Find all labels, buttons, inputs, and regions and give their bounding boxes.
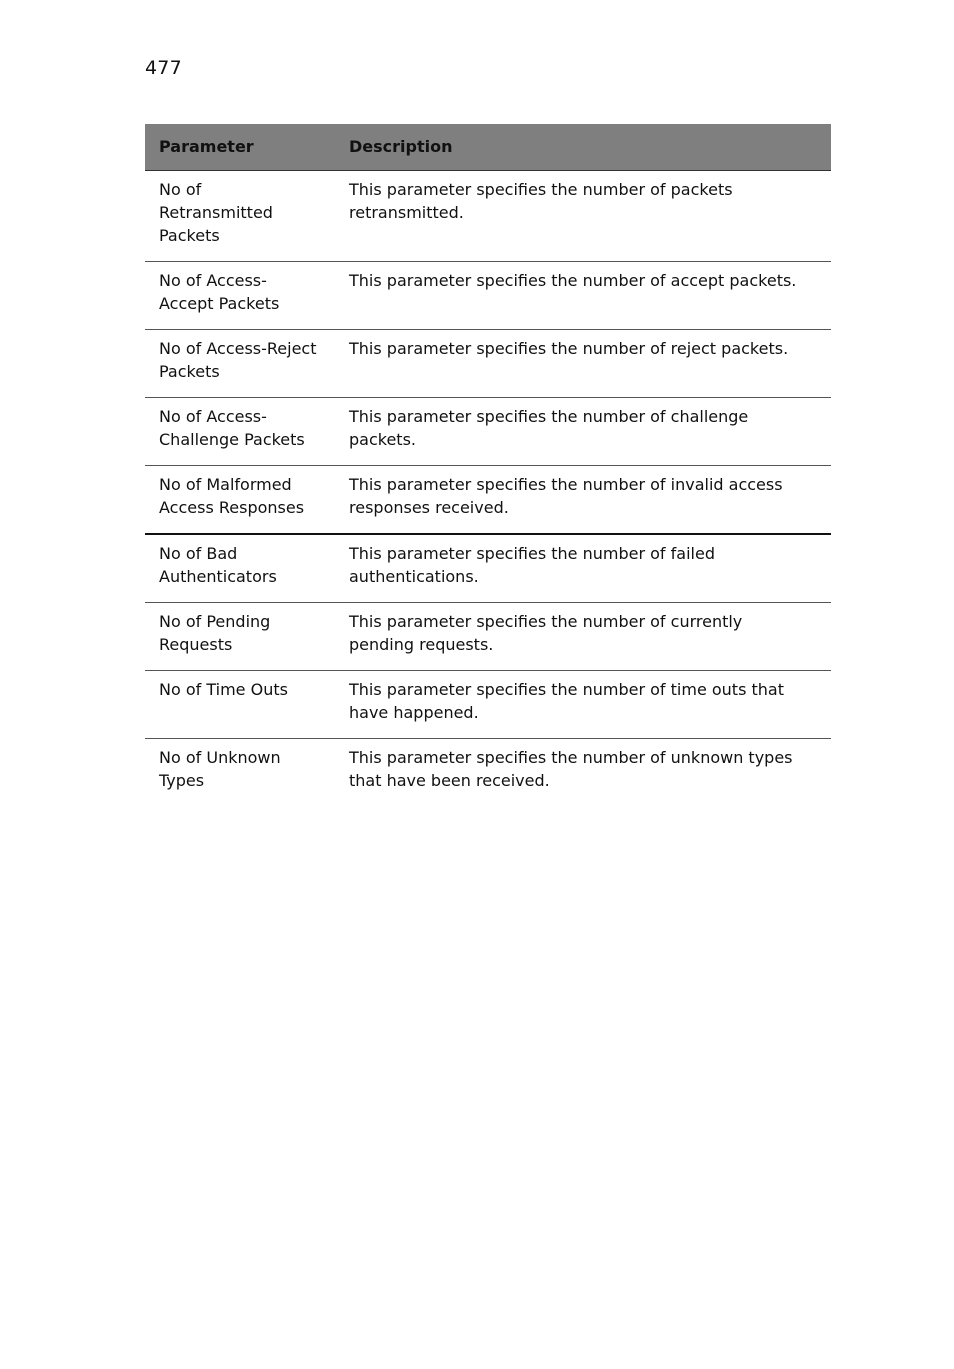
description-cell: This parameter specifies the number of invalid access responses received. <box>335 465 831 534</box>
description-cell: This parameter specifies the number of challenge packets. <box>335 397 831 465</box>
parameter-cell: No of Unknown Types <box>159 747 281 790</box>
table-row <box>145 670 831 738</box>
parameter-cell: No of Retransmitted Packets <box>145 170 335 261</box>
parameter-cell: No of Bad Authenticators <box>145 534 335 603</box>
parameter-cell: No of Access-Reject Packets <box>145 329 335 397</box>
table-row <box>145 397 831 465</box>
parameter-cell: No of Malformed Access Responses <box>145 465 335 534</box>
table-row <box>145 738 831 806</box>
table-row <box>145 170 831 261</box>
table-row <box>145 465 831 534</box>
description-cell: This parameter specifies the number of failed authentications. <box>335 534 831 603</box>
parameter-cell: No of Time Outs <box>145 670 335 738</box>
table-header-row <box>145 124 831 170</box>
table-row <box>145 602 831 670</box>
description-cell: This parameter specifies the number of accept packets. <box>335 261 831 329</box>
description-cell: This parameter specifies the number of unknown types that have been received. <box>349 747 793 790</box>
parameter-table <box>145 124 831 806</box>
parameter-cell: No of Pending Requests <box>145 602 335 670</box>
description-cell: This parameter specifies the number of packets retransmitted. <box>335 170 831 261</box>
page-number: 477 <box>145 57 182 79</box>
column-header-parameter: Parameter <box>145 124 335 170</box>
table-row <box>145 329 831 397</box>
description-cell: This parameter specifies the number of time outs that have happened. <box>335 670 831 738</box>
parameter-cell: No of Access-Accept Packets <box>145 261 335 329</box>
description-cell: This parameter specifies the number of reject packets. <box>335 329 831 397</box>
description-cell: This parameter specifies the number of currently pending requests. <box>335 602 831 670</box>
table-row <box>145 534 831 603</box>
column-header-description: Description <box>335 124 831 170</box>
parameter-cell: No of Access-Challenge Packets <box>145 397 335 465</box>
table-row <box>145 261 831 329</box>
